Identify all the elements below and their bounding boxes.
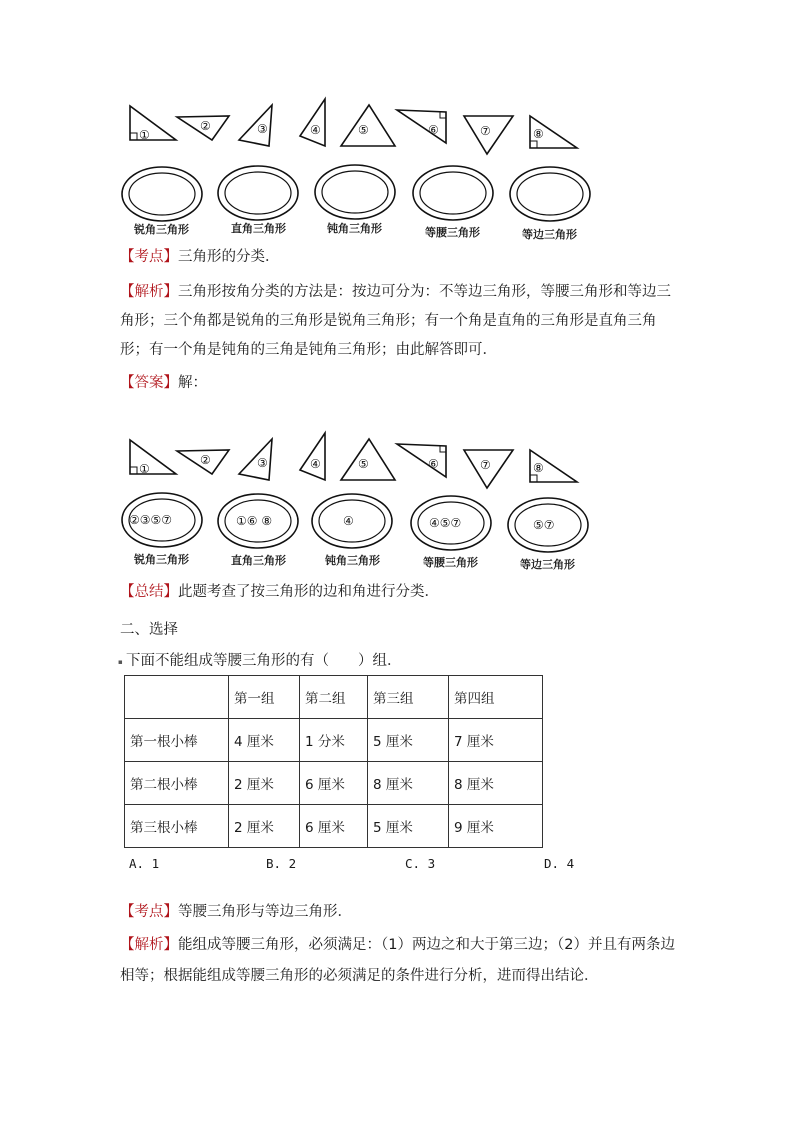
option-c[interactable]: C. 3 xyxy=(405,856,436,871)
table-cell: 2 厘米 xyxy=(229,805,300,848)
zongjie-tag: 【总结】 xyxy=(120,584,178,600)
table-cell xyxy=(125,676,229,719)
table-header-cell: 第一组 xyxy=(229,676,300,719)
table-cell: 第一根小棒 xyxy=(125,719,229,762)
triangle-number: ② xyxy=(200,119,211,133)
triangle-number: ④ xyxy=(310,123,321,137)
triangle-number: ⑥ xyxy=(428,457,439,471)
oval-obtuse xyxy=(315,165,395,219)
triangle-number: ① xyxy=(139,462,150,476)
oval-equilateral xyxy=(510,167,590,221)
daan-text: 解： xyxy=(178,375,207,391)
q2-kaodian-line xyxy=(120,897,680,927)
table-cell: 第三根小棒 xyxy=(125,805,229,848)
jiexi-paragraph xyxy=(120,278,680,365)
triangle-number: ③ xyxy=(257,456,268,470)
option-d[interactable]: D. 4 xyxy=(544,856,575,871)
table-cell: 9 厘米 xyxy=(449,805,543,848)
oval-members: ⑤⑦ xyxy=(533,518,555,532)
oval-members: ②③⑤⑦ xyxy=(129,513,173,527)
kaodian-tag: 【考点】 xyxy=(120,249,178,265)
triangle-number: ⑦ xyxy=(480,124,491,138)
class-label: 直角三角形 xyxy=(231,554,286,567)
table-header-cell: 第三组 xyxy=(368,676,449,719)
section-title: 二、选择 xyxy=(120,622,178,638)
table-header-cell: 第四组 xyxy=(449,676,543,719)
class-label: 直角三角形 xyxy=(231,222,286,235)
option-a[interactable]: A. 1 xyxy=(129,856,160,871)
triangle-classification-answer-figure xyxy=(0,420,794,580)
table-cell: 8 厘米 xyxy=(449,762,543,805)
kaodian-tag: 【考点】 xyxy=(120,904,178,920)
zongjie-text: 此题考查了按三角形的边和角进行分类． xyxy=(178,584,439,600)
sticks-table xyxy=(124,675,543,848)
oval-isosceles xyxy=(413,166,493,220)
class-label: 等腰三角形 xyxy=(423,556,478,569)
table-row xyxy=(125,762,543,805)
table-cell: 第二根小棒 xyxy=(125,762,229,805)
table-cell: 7 厘米 xyxy=(449,719,543,762)
table-cell: 5 厘米 xyxy=(368,805,449,848)
class-label: 锐角三角形 xyxy=(134,553,189,566)
jiexi-text: 能组成等腰三角形，必须满足：（1）两边之和大于第三边；（2）并且有两条边相等；根据能组成等腰三角形的必须满足的条件进行分析，进而得出结论． xyxy=(120,937,675,984)
table-row xyxy=(125,719,543,762)
jiexi-tag: 【解析】 xyxy=(120,284,178,300)
triangle-number: ⑤ xyxy=(358,123,369,137)
class-label: 钝角三角形 xyxy=(327,222,382,235)
triangle-classification-figure xyxy=(0,0,794,250)
table-cell: 8 厘米 xyxy=(368,762,449,805)
triangle-number: ⑧ xyxy=(533,461,544,475)
triangle-number: ④ xyxy=(310,457,321,471)
table-header-row xyxy=(125,676,543,719)
daan-tag: 【答案】 xyxy=(120,375,178,391)
class-label: 等边三角形 xyxy=(520,558,575,571)
table-cell: 6 厘米 xyxy=(300,805,368,848)
paragraph-marker: ▪ xyxy=(118,658,123,666)
triangle-number: ① xyxy=(139,128,150,142)
triangle-number: ③ xyxy=(257,122,268,136)
daan-line xyxy=(120,368,680,398)
q2-question: 下面不能组成等腰三角形的有（ ）组． xyxy=(126,653,402,669)
q2-jiexi-paragraph xyxy=(120,930,680,992)
oval-members: ①⑥ ⑧ xyxy=(236,514,273,528)
kaodian-text: 等腰三角形与等边三角形． xyxy=(178,904,352,920)
table-cell: 1 分米 xyxy=(300,719,368,762)
class-label: 等边三角形 xyxy=(522,228,577,241)
triangle-number: ⑤ xyxy=(358,457,369,471)
table-cell: 6 厘米 xyxy=(300,762,368,805)
kaodian-line xyxy=(120,242,680,272)
table-cell: 2 厘米 xyxy=(229,762,300,805)
jiexi-text: 三角形按角分类的方法是：按边可分为：不等边三角形，等腰三角形和等边三角形；三个角都是锐角的三角形是锐角三角形；有一个角是直角的三角形是直角三角形；有一个角是钝角的三角是钝角三角形；由此解答即可． xyxy=(120,284,671,358)
triangle-number: ⑥ xyxy=(428,123,439,137)
table-row xyxy=(125,805,543,848)
oval-right xyxy=(218,166,298,220)
table-cell: 4 厘米 xyxy=(229,719,300,762)
oval-acute xyxy=(122,167,202,221)
triangle-number: ⑦ xyxy=(480,458,491,472)
kaodian-text: 三角形的分类． xyxy=(178,249,280,265)
option-b[interactable]: B. 2 xyxy=(266,856,297,871)
jiexi-tag: 【解析】 xyxy=(120,937,178,953)
class-label: 等腰三角形 xyxy=(425,226,480,239)
zongjie-line xyxy=(120,577,680,607)
table-header-cell: 第二组 xyxy=(300,676,368,719)
oval-members: ④⑤⑦ xyxy=(429,516,462,530)
oval-members: ④ xyxy=(343,514,354,528)
triangle-number: ⑧ xyxy=(533,127,544,141)
class-label: 锐角三角形 xyxy=(134,223,189,236)
triangle-number: ② xyxy=(200,453,211,467)
table-cell: 5 厘米 xyxy=(368,719,449,762)
class-label: 钝角三角形 xyxy=(325,554,380,567)
